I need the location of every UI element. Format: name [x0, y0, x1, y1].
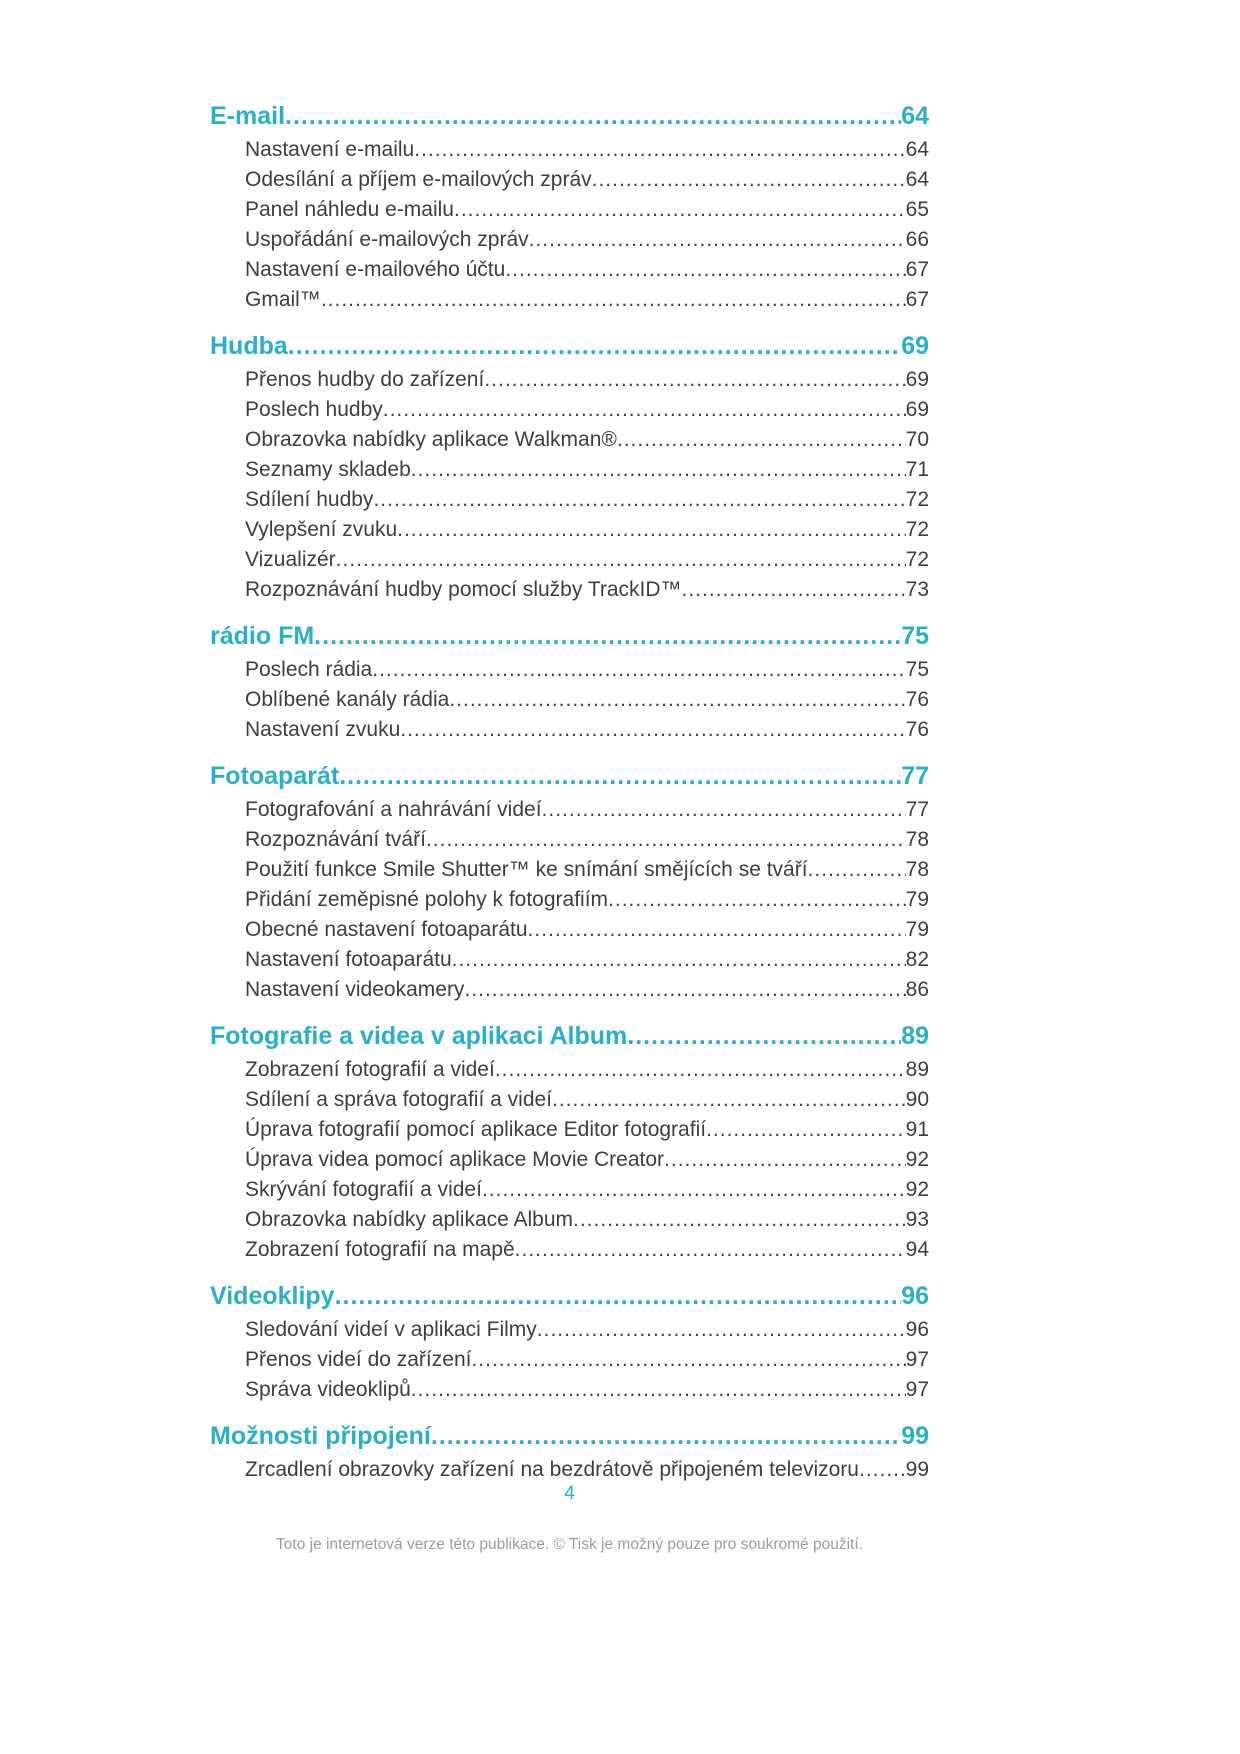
toc-item-entry[interactable]: [210, 135, 929, 165]
toc-item-entry-page: 67: [905, 258, 929, 281]
toc-section-entry-label: rádio FM: [210, 622, 315, 650]
toc-leader-dots: [321, 285, 906, 315]
toc-leader-dots: [464, 975, 905, 1005]
toc-section-entry[interactable]: [210, 758, 929, 795]
toc-item-entry-page: 76: [905, 688, 929, 711]
toc-section-entry-label: E-mail: [210, 102, 286, 130]
toc-item-entry-label: Zrcadlení obrazovky zařízení na bezdrátově připojeném televizoru: [245, 1458, 859, 1481]
toc-item-entry[interactable]: [210, 1375, 929, 1405]
toc-item-entry[interactable]: [210, 165, 929, 195]
toc-item-entry-label: Zobrazení fotografií na mapě: [245, 1238, 515, 1261]
toc-item-entry-label: Fotografování a nahrávání videí: [245, 798, 542, 821]
toc-leader-dots: [608, 885, 906, 915]
toc-leader-dots: [552, 1085, 906, 1115]
toc-leader-dots: [426, 825, 906, 855]
toc-leader-dots: [383, 395, 906, 425]
toc-leader-dots: [515, 1235, 906, 1265]
toc-item-entry-page: 91: [905, 1118, 929, 1141]
toc-leader-dots: [414, 135, 905, 165]
footer-text: Toto je internetová verze této publikace. © Tisk je možný pouze pro soukromé použití.: [276, 1536, 863, 1553]
toc-leader-dots: [617, 425, 906, 455]
toc-leader-dots: [664, 1145, 906, 1175]
toc-item-entry[interactable]: [210, 1055, 929, 1085]
toc-item-entry-label: Vylepšení zvuku: [245, 518, 398, 541]
toc: [210, 98, 929, 1485]
toc-item-entry-label: Odesílání a příjem e-mailových zpráv: [245, 168, 592, 191]
toc-section-entry[interactable]: [210, 328, 929, 365]
toc-section-entry[interactable]: [210, 618, 929, 655]
toc-leader-dots: [411, 455, 906, 485]
toc-item-entry-label: Oblíbené kanály rádia: [245, 688, 450, 711]
toc-item-entry[interactable]: [210, 1205, 929, 1235]
toc-section-entry[interactable]: [210, 1278, 929, 1315]
toc-item-entry-page: 78: [905, 858, 929, 881]
toc-item-entry-label: Obecné nastavení fotoaparátu: [245, 918, 528, 941]
toc-leader-dots: [592, 165, 906, 195]
toc-item-entry[interactable]: [210, 715, 929, 745]
toc-item-entry[interactable]: [210, 365, 929, 395]
toc-section-entry-page: 77: [901, 762, 929, 790]
toc-item-entry-label: Gmail™: [245, 288, 321, 311]
toc-item-entry-page: 67: [905, 288, 929, 311]
toc-item-entry-label: Správa videoklipů: [245, 1378, 411, 1401]
toc-leader-dots: [627, 1018, 901, 1055]
toc-item-entry-label: Sledování videí v aplikaci Filmy: [245, 1318, 537, 1341]
toc-item-entry-page: 94: [905, 1238, 929, 1261]
toc-item-entry[interactable]: [210, 425, 929, 455]
toc-section-entry-label: Videoklipy: [210, 1282, 335, 1310]
toc-item-entry[interactable]: [210, 1145, 929, 1175]
toc-item-entry-label: Rozpoznávání hudby pomocí služby TrackID™: [245, 578, 682, 601]
toc-leader-dots: [573, 1205, 906, 1235]
toc-item-entry-page: 72: [905, 548, 929, 571]
toc-leader-dots: [454, 195, 906, 225]
toc-section-entry[interactable]: [210, 1418, 929, 1455]
toc-item-entry-page: 92: [905, 1148, 929, 1171]
toc-leader-dots: [505, 255, 905, 285]
toc-leader-dots: [400, 715, 905, 745]
toc-item-entry-label: Nastavení zvuku: [245, 718, 401, 741]
toc-leader-dots: [682, 575, 906, 605]
toc-item-entry[interactable]: [210, 975, 929, 1005]
toc-item-entry[interactable]: [210, 455, 929, 485]
toc-item-entry[interactable]: [210, 515, 929, 545]
toc-item-entry-label: Obrazovka nabídky aplikace Album: [245, 1208, 574, 1231]
toc-leader-dots: [397, 515, 906, 545]
toc-item-entry-label: Obrazovka nabídky aplikace Walkman®: [245, 428, 617, 451]
toc-item-entry-page: 69: [905, 368, 929, 391]
toc-leader-dots: [285, 98, 901, 135]
toc-leader-dots: [372, 655, 905, 685]
toc-item-entry-label: Přenos videí do zařízení: [245, 1348, 472, 1371]
toc-item-entry-page: 79: [905, 918, 929, 941]
toc-item-entry-label: Rozpoznávání tváří: [245, 828, 426, 851]
toc-item-entry-label: Sdílení a správa fotografií a videí: [245, 1088, 553, 1111]
toc-item-entry-label: Poslech hudby: [245, 398, 383, 421]
toc-item-entry[interactable]: [210, 945, 929, 975]
toc-item-entry-label: Nastavení fotoaparátu: [245, 948, 452, 971]
toc-section-entry[interactable]: [210, 98, 929, 135]
toc-item-entry-page: 78: [905, 828, 929, 851]
toc-item-entry[interactable]: [210, 485, 929, 515]
toc-leader-dots: [288, 328, 901, 365]
toc-leader-dots: [336, 545, 906, 575]
toc-item-entry-page: 97: [905, 1378, 929, 1401]
toc-item-entry[interactable]: [210, 795, 929, 825]
toc-item-entry[interactable]: [210, 1315, 929, 1345]
toc-item-entry-label: Seznamy skladeb: [245, 458, 411, 481]
toc-item-entry-label: Sdílení hudby: [245, 488, 374, 511]
toc-section-entry-page: 99: [901, 1422, 929, 1450]
toc-item-entry-page: 86: [905, 978, 929, 1001]
toc-item-entry[interactable]: [210, 1115, 929, 1145]
toc-item-entry-label: Vizualizér: [245, 548, 336, 571]
toc-item-entry-page: 97: [905, 1348, 929, 1371]
toc-section-entry-page: 69: [901, 332, 929, 360]
toc-leader-dots: [482, 1175, 906, 1205]
toc-item-entry[interactable]: [210, 255, 929, 285]
toc-leader-dots: [542, 795, 906, 825]
toc-section-entry-page: 75: [901, 622, 929, 650]
toc-item-entry-page: 77: [905, 798, 929, 821]
toc-item-entry-page: 71: [905, 458, 929, 481]
toc-section-entry[interactable]: [210, 1018, 929, 1055]
toc-item-entry-page: 79: [905, 888, 929, 911]
page-number: 4: [564, 1483, 575, 1504]
toc-leader-dots: [537, 1315, 906, 1345]
toc-leader-dots: [484, 365, 905, 395]
toc-leader-dots: [314, 618, 901, 655]
toc-item-entry-page: 64: [905, 168, 929, 191]
toc-item-entry-label: Použití funkce Smile Shutter™ ke snímání smějících se tváří: [245, 858, 808, 881]
toc-item-entry-label: Nastavení videokamery: [245, 978, 465, 1001]
toc-item-entry-page: 92: [905, 1178, 929, 1201]
toc-item-entry[interactable]: [210, 915, 929, 945]
toc-section-entry-label: Hudba: [210, 332, 288, 360]
toc-item-entry[interactable]: [210, 395, 929, 425]
toc-item-entry-page: 93: [905, 1208, 929, 1231]
toc-item-entry-page: 76: [905, 718, 929, 741]
toc-leader-dots: [431, 1418, 901, 1455]
toc-leader-dots: [411, 1375, 906, 1405]
toc-leader-dots: [452, 945, 906, 975]
toc-item-entry[interactable]: [210, 1235, 929, 1265]
toc-item-entry[interactable]: [210, 285, 929, 315]
toc-item-entry-label: Přenos hudby do zařízení: [245, 368, 485, 391]
toc-section-entry-page: 89: [901, 1022, 929, 1050]
toc-item-entry-page: 75: [905, 658, 929, 681]
toc-item-entry-page: 72: [905, 488, 929, 511]
toc-item-entry[interactable]: [210, 1085, 929, 1115]
toc-leader-dots: [339, 758, 901, 795]
toc-item-entry-label: Poslech rádia: [245, 658, 373, 681]
toc-item-entry[interactable]: [210, 855, 929, 885]
toc-item-entry-label: Uspořádání e-mailových zpráv: [245, 228, 529, 251]
toc-section-entry-label: Fotoaparát: [210, 762, 340, 790]
toc-item-entry-page: 82: [905, 948, 929, 971]
toc-item-entry[interactable]: [210, 1455, 929, 1485]
toc-item-entry[interactable]: [210, 545, 929, 575]
toc-item-entry-label: Nastavení e-mailu: [245, 138, 415, 161]
toc-section-entry-page: 64: [901, 102, 929, 130]
toc-item-entry-page: 96: [905, 1318, 929, 1341]
toc-item-entry-label: Panel náhledu e-mailu: [245, 198, 454, 221]
toc-item-entry[interactable]: [210, 575, 929, 605]
toc-item-entry-label: Skrývání fotografií a videí: [245, 1178, 482, 1201]
toc-leader-dots: [859, 1455, 906, 1485]
toc-item-entry-label: Přidání zeměpisné polohy k fotografiím: [245, 888, 609, 911]
toc-section-entry-label: Možnosti připojení: [210, 1422, 431, 1450]
toc-leader-dots: [471, 1345, 905, 1375]
toc-item-entry-page: 72: [905, 518, 929, 541]
toc-item-entry-page: 66: [905, 228, 929, 251]
toc-item-entry-page: 89: [905, 1058, 929, 1081]
toc-leader-dots: [449, 685, 905, 715]
toc-item-entry-page: 65: [905, 198, 929, 221]
toc-item-entry-page: 64: [905, 138, 929, 161]
toc-item-entry-label: Úprava fotografií pomocí aplikace Editor fotografií: [245, 1118, 707, 1141]
toc-leader-dots: [373, 485, 905, 515]
toc-leader-dots: [529, 225, 906, 255]
toc-item-entry[interactable]: [210, 225, 929, 255]
toc-leader-dots: [706, 1115, 906, 1145]
toc-item-entry[interactable]: [210, 1345, 929, 1375]
toc-leader-dots: [335, 1278, 902, 1315]
toc-section-entry-label: Fotografie a videa v aplikaci Album: [210, 1022, 628, 1050]
toc-item-entry[interactable]: [210, 825, 929, 855]
toc-item-entry-page: 73: [905, 578, 929, 601]
toc-item-entry-page: 69: [905, 398, 929, 421]
toc-item-entry-label: Úprava videa pomocí aplikace Movie Creator: [245, 1148, 665, 1171]
toc-item-entry-page: 99: [905, 1458, 929, 1481]
toc-leader-dots: [528, 915, 906, 945]
toc-item-entry-label: Zobrazení fotografií a videí: [245, 1058, 495, 1081]
toc-item-entry[interactable]: [210, 885, 929, 915]
toc-item-entry[interactable]: [210, 655, 929, 685]
toc-section-entry-page: 96: [901, 1282, 929, 1310]
toc-item-entry-label: Nastavení e-mailového účtu: [245, 258, 506, 281]
toc-item-entry-page: 90: [905, 1088, 929, 1111]
toc-item-entry[interactable]: [210, 685, 929, 715]
toc-item-entry[interactable]: [210, 195, 929, 225]
toc-leader-dots: [808, 855, 906, 885]
toc-leader-dots: [495, 1055, 906, 1085]
toc-item-entry-page: 70: [905, 428, 929, 451]
toc-item-entry[interactable]: [210, 1175, 929, 1205]
